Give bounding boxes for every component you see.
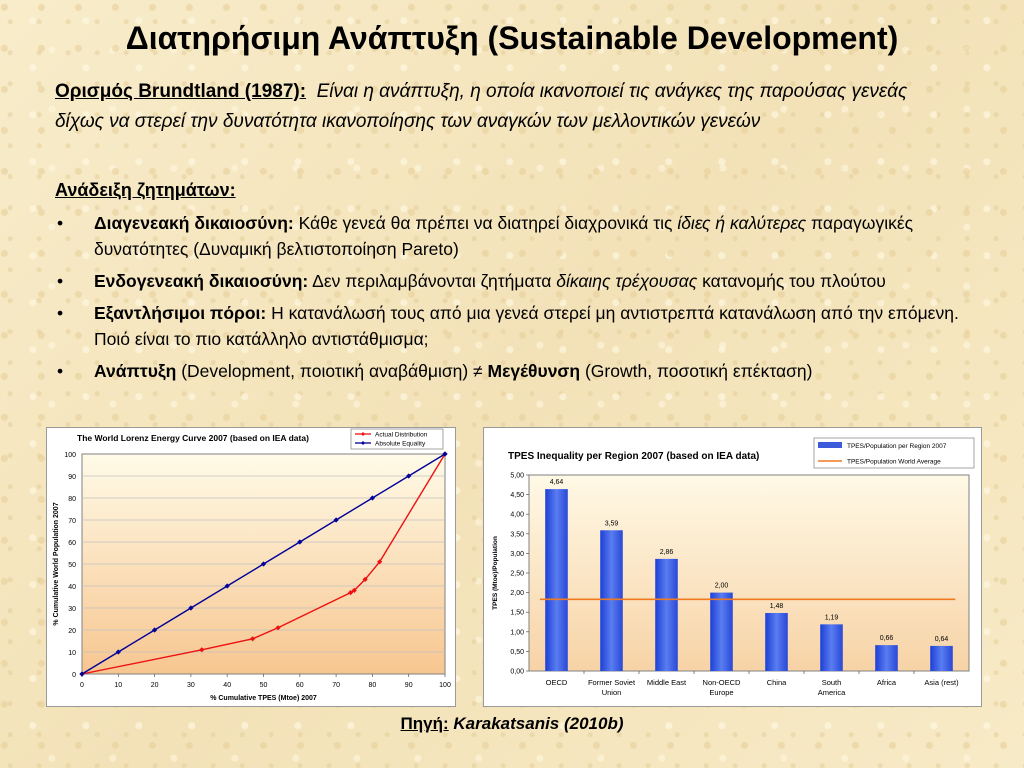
- legend-label: TPES/Population World Average: [847, 458, 941, 466]
- y-tick-label: 2,50: [510, 570, 524, 578]
- bullet-icon: •: [57, 213, 64, 233]
- bullet-text: Κάθε γενεά θα πρέπει να διατηρεί διαχρονικά τις: [293, 213, 678, 233]
- bar-1: [600, 530, 623, 671]
- y-tick-label: 100: [64, 452, 76, 459]
- issues-list: [55, 210, 975, 390]
- bar-value-label: 2,00: [714, 582, 729, 590]
- y-axis-label: TPES (Mtoe)/Population: [492, 536, 499, 610]
- y-tick-label: 10: [68, 650, 76, 657]
- legend-label: Actual Distribution: [375, 431, 428, 439]
- bar-value-label: 2,86: [659, 548, 674, 556]
- category-label: Non-OECD: [702, 678, 741, 687]
- y-tick-label: 0,00: [510, 668, 524, 676]
- bullet-emphasis: ίδιες ή καλύτερες: [677, 213, 807, 233]
- y-tick-label: 2,00: [510, 590, 524, 598]
- bar-value-label: 1,19: [824, 614, 839, 622]
- bar-3: [710, 593, 733, 671]
- bullet-icon: •: [57, 303, 64, 323]
- category-label: South: [821, 678, 842, 687]
- issues-heading: Ανάδειξη ζητημάτων:: [55, 180, 236, 200]
- bullet-text: Η κατανάλωσή τους από μια γενεά στερεί μη αντιστρεπτά κατανάλωση από την επόμενη. Ποιό είναι το πιο κατάλληλο αντιστάθμισμα;: [94, 303, 959, 349]
- x-tick-label: 80: [368, 682, 377, 689]
- category-label: Middle East: [646, 678, 687, 687]
- list-item: [55, 268, 975, 294]
- bar-value-label: 0,64: [934, 635, 949, 643]
- category-label: OECD: [545, 678, 568, 687]
- y-tick-label: 70: [68, 518, 76, 525]
- bar-value-label: 4,64: [549, 479, 564, 487]
- bullet-text: (Growth, ποσοτική επέκταση): [580, 361, 813, 381]
- list-item: [55, 300, 975, 352]
- x-tick-label: 40: [223, 682, 232, 689]
- bar-2: [655, 559, 678, 671]
- x-axis-label: % Cumulative TPES (Mtoe) 2007: [210, 695, 317, 702]
- bullet-term: Ανάπτυξη: [94, 361, 177, 381]
- definition-text: Είναι η ανάπτυξη, η οποία ικανοποιεί τις ανάγκες της παρούσας γενεάς δίχως να στερεί την δυνατότητα ικανοποίησης των αναγκών των μελλοντικών γενεών: [55, 81, 908, 132]
- slide-title: Διατηρήσιμη Ανάπτυξη (Sustainable Development): [125, 20, 899, 56]
- y-tick-label: 4,50: [510, 492, 524, 500]
- bar-value-label: 0,66: [879, 635, 894, 643]
- bar-value-label: 1,48: [769, 602, 784, 610]
- x-tick-label: 10: [114, 682, 123, 689]
- bar-5: [820, 624, 843, 671]
- y-tick-label: 4,00: [510, 511, 524, 519]
- category-label: China: [766, 678, 787, 687]
- source-citation: [0, 714, 1024, 734]
- bullet-text: κατανομής του πλούτου: [697, 271, 886, 291]
- source-value: Karakatsanis (2010b): [453, 714, 624, 733]
- y-tick-label: 50: [68, 562, 76, 569]
- lorenz-chart-svg: [47, 428, 455, 706]
- bullet-icon: •: [57, 271, 64, 291]
- bar-value-label: 3,59: [604, 520, 619, 528]
- category-label: America: [817, 688, 846, 697]
- bullet-text: παραγωγικές δυνατότητες (Δυναμική βελτιστοποίηση Pareto): [94, 213, 914, 259]
- y-tick-label: 5,00: [510, 472, 524, 480]
- bullet-term: Ενδογενεακή δικαιοσύνη:: [94, 271, 309, 291]
- source-label: Πηγή:: [400, 714, 449, 733]
- y-tick-label: 30: [68, 606, 76, 613]
- category-label: Union: [601, 688, 622, 697]
- definition-paragraph: [55, 77, 955, 137]
- chart-title: TPES Inequality per Region 2007 (based on IEA data): [508, 451, 760, 462]
- list-item: [55, 210, 975, 262]
- bar-6: [875, 645, 898, 671]
- y-tick-label: 80: [68, 496, 76, 503]
- tpes-bar-chart-svg: [484, 428, 981, 706]
- x-tick-label: 20: [150, 682, 159, 689]
- category-label: Europe: [709, 688, 734, 697]
- legend-swatch: [818, 442, 842, 448]
- y-tick-label: 60: [68, 540, 76, 547]
- definition-label: Ορισμός Brundtland (1987):: [55, 81, 307, 102]
- legend-label: Absolute Equality: [375, 440, 426, 448]
- x-tick-label: 50: [259, 682, 268, 689]
- x-tick-label: 30: [187, 682, 195, 689]
- plot-area: [529, 475, 969, 671]
- bullet-text: (Development, ποιοτική αναβάθμιση) ≠: [176, 361, 488, 381]
- x-tick-label: 100: [439, 682, 451, 689]
- x-tick-label: 70: [332, 682, 340, 689]
- bullet-icon: •: [57, 361, 64, 381]
- bullet-term: Εξαντλήσιμοι πόροι:: [94, 303, 267, 323]
- x-tick-label: 60: [295, 682, 304, 689]
- category-label: Asia (rest): [924, 678, 959, 687]
- y-axis-label: % Cumulative World Population 2007: [53, 502, 60, 626]
- bullet-term: Μεγέθυνση: [487, 361, 581, 381]
- bullet-text: Δεν περιλαμβάνονται ζητήματα: [308, 271, 557, 291]
- category-label: Former Soviet: [587, 678, 636, 687]
- lorenz-chart: [46, 427, 456, 707]
- bar-7: [930, 646, 953, 671]
- y-tick-label: 0: [72, 672, 76, 679]
- y-tick-label: 40: [68, 584, 76, 591]
- bullet-emphasis: δίκαιης τρέχουσας: [556, 271, 698, 291]
- bar-4: [765, 613, 788, 671]
- category-label: Africa: [876, 678, 897, 687]
- x-tick-label: 90: [404, 682, 413, 689]
- legend-label: TPES/Population per Region 2007: [847, 443, 947, 450]
- y-tick-label: 0,50: [510, 648, 524, 656]
- x-tick-label: 0: [80, 682, 84, 689]
- y-tick-label: 3,50: [510, 531, 524, 539]
- y-tick-label: 1,00: [510, 629, 524, 637]
- bullet-term: Διαγενεακή δικαιοσύνη:: [94, 213, 294, 233]
- bar-0: [545, 489, 568, 671]
- y-tick-label: 1,50: [510, 609, 524, 617]
- y-tick-label: 90: [68, 474, 76, 481]
- y-tick-label: 3,00: [510, 550, 524, 558]
- tpes-bar-chart: [483, 427, 982, 707]
- y-tick-label: 20: [68, 628, 76, 635]
- list-item: [55, 358, 975, 384]
- chart-title: The World Lorenz Energy Curve 2007 (based on IEA data): [77, 433, 309, 443]
